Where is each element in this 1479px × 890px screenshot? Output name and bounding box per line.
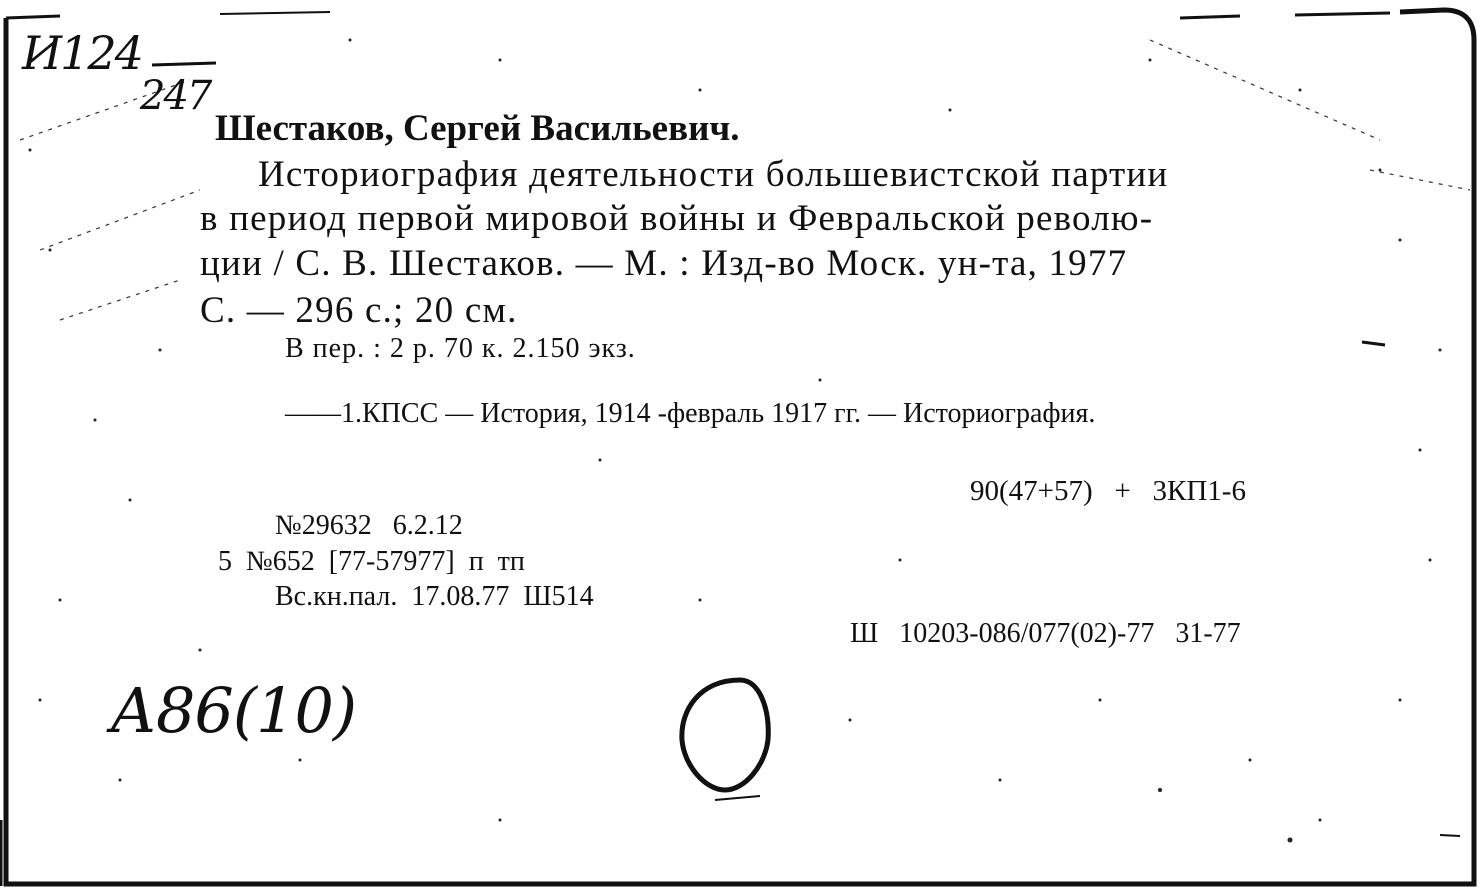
code-line: Ш 10203-086/077(02)-77 31-77: [850, 618, 1241, 649]
handwritten-inventory-note: А86(10): [110, 674, 357, 747]
subject-tracing: ——1.КПСС — История, 1914 -февраль 1917 гг. — Историография.: [285, 398, 1096, 429]
book-chamber-line: Вс.кн.пал. 17.08.77 Ш514: [275, 581, 594, 612]
title-line-1: Историография деятельности большевистской партии: [258, 154, 1169, 195]
price-line: В пер. : 2 р. 70 к. 2.150 экз.: [285, 333, 636, 364]
handwritten-shelf-sub: 247: [140, 73, 211, 119]
title-line-3: ции / С. В. Шестаков. — М. : Изд-во Моск. ун-та, 1977: [200, 243, 1128, 284]
oval-mark: [682, 680, 768, 790]
classification-index: 90(47+57) + 3КП1-6: [970, 475, 1246, 507]
record-number: №29632 6.2.12: [275, 510, 463, 541]
title-line-2: в период первой мировой войны и Февральской револю-: [200, 198, 1154, 239]
title-line-4: С. — 296 с.; 20 см.: [200, 290, 518, 331]
shelf-mark-underline: [150, 60, 220, 70]
author-heading: Шестаков, Сергей Васильевич.: [215, 108, 740, 149]
order-line: 5 №652 [77-57977] п тп: [218, 546, 525, 577]
handwritten-shelf-mark: И124: [22, 26, 142, 80]
